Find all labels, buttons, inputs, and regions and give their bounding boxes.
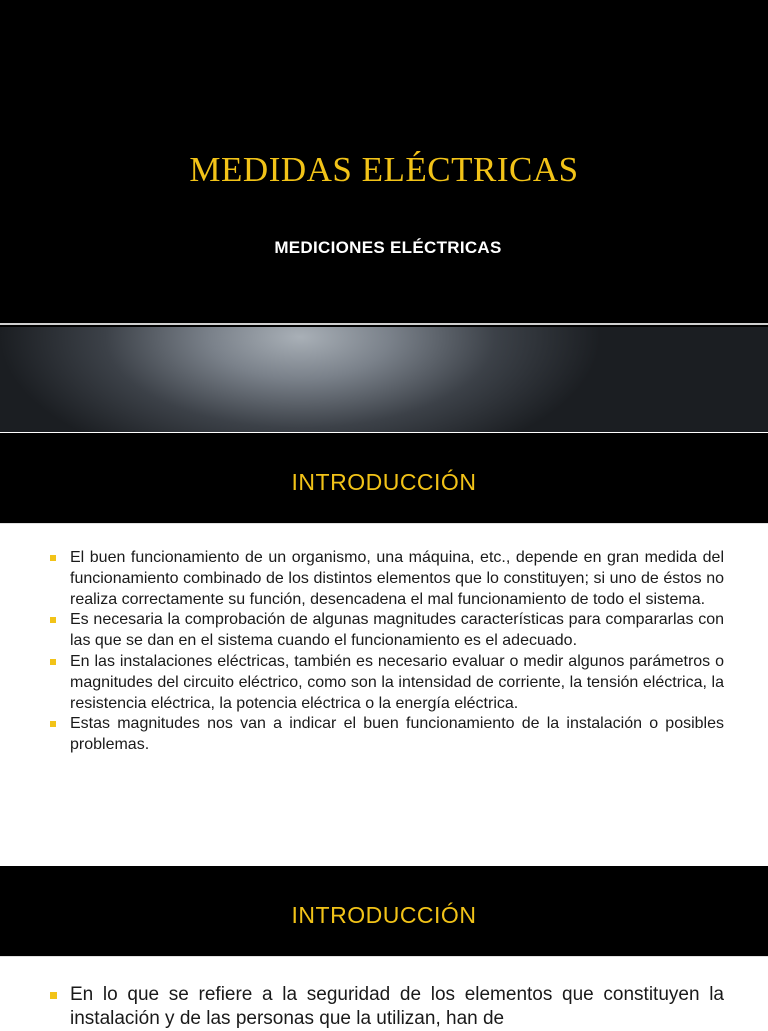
intro-body — [48, 548, 724, 756]
author-band — [0, 327, 768, 432]
divider — [0, 956, 768, 957]
bullet-icon — [50, 555, 56, 561]
bullet-text: Es necesaria la comprobación de algunas magnitudes características para compararlas con las que se dan en el sistema cuando el funcionamiento es el adecuado. — [70, 611, 724, 650]
divider — [0, 323, 768, 325]
intro-heading-2: INTRODUCCIÓN — [0, 866, 768, 956]
list-item — [48, 714, 724, 756]
list-item — [48, 548, 724, 610]
bullet-list — [48, 548, 724, 756]
bullet-text: En las instalaciones eléctricas, también es necesario evaluar o medir algunos parámetros o magnitudes del circuito eléctrico, como son la intensidad de corriente, la tensión eléctrica, la resistencia eléctrica, la potencia eléctrica o la energía eléctrica. — [70, 652, 724, 712]
bullet-text: El buen funcionamiento de un organismo, una máquina, etc., depende en gran medida del funcionamiento combinado de los distintos elementos que lo constituyen; si uno de éstos no realiza correctamente su función, desencadena el mal funcionamiento de todo el sistema. — [70, 549, 724, 608]
bullet-icon — [50, 617, 56, 623]
slide-subtitle: MEDICIONES ELÉCTRICAS — [274, 238, 502, 257]
bullet-text: En lo que se refiere a la seguridad de los elementos que constituyen la instalación y de las personas que la utilizan, han de — [70, 984, 724, 1029]
divider — [0, 523, 768, 524]
bullet-icon — [50, 721, 56, 727]
bullet-text: Estas magnitudes nos van a indicar el buen funcionamiento de la instalación o posibles problemas. — [70, 715, 724, 754]
list-item — [48, 610, 724, 652]
title-slide — [0, 0, 768, 432]
list-item — [48, 652, 724, 714]
bullet-icon — [50, 659, 56, 665]
slide-title: MEDIDAS ELÉCTRICAS — [189, 150, 579, 189]
intro-heading: INTRODUCCIÓN — [0, 433, 768, 523]
bullet-icon — [50, 992, 57, 999]
